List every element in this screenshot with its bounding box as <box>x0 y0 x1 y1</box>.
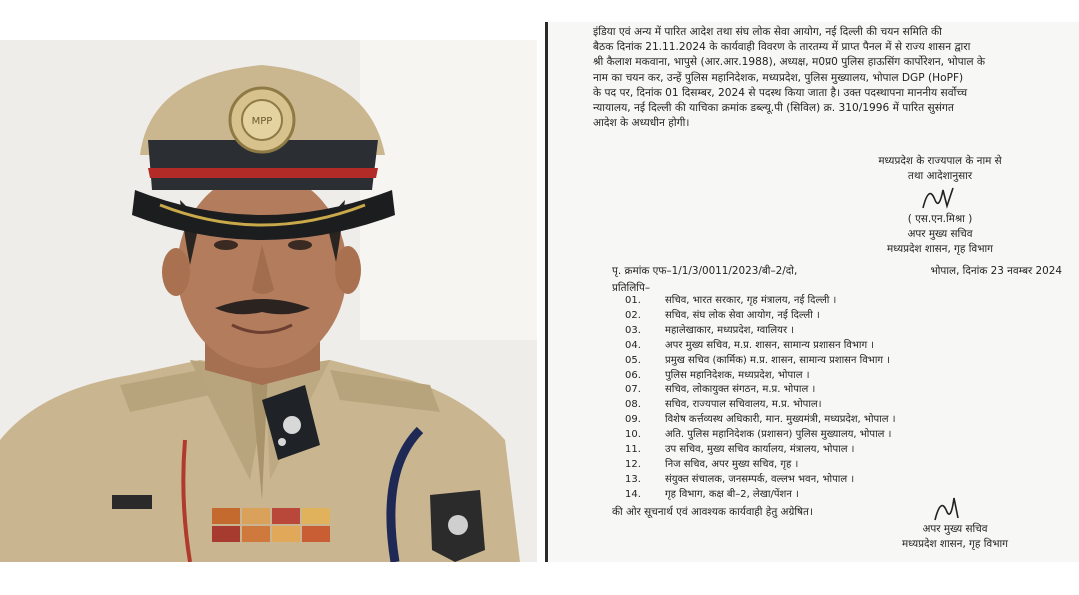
paragraph-line-2: बैठक दिनांक 21.11.2024 के कार्यवाही विवरण के तारतम्य में प्राप्त पैनल में से राज्य शासन द्वारा <box>593 41 971 54</box>
list-item-number: 14. <box>625 488 641 500</box>
list-item-text: सचिव, संघ लोक सेवा आयोग, नई दिल्ली । <box>665 309 820 321</box>
officer-photo <box>0 40 537 562</box>
list-item-number: 13. <box>625 473 641 485</box>
list-item <box>625 398 1065 413</box>
reference-number: पृ. क्रमांक एफ–1/1/3/0011/2023/बी–2/दो, <box>612 265 798 277</box>
list-item-text: विशेष कर्त्तव्यस्थ अधिकारी, मान. मुख्यमंत्री, मध्यप्रदेश, भोपाल । <box>665 414 896 426</box>
list-item-number: 07. <box>625 384 641 396</box>
list-item <box>625 458 1065 473</box>
list-item-text: अति. पुलिस महानिदेशक (प्रशासन) पुलिस मुख्यालय, भोपाल । <box>665 429 892 441</box>
list-item-text: सचिव, भारत सरकार, गृह मंत्रालय, नई दिल्ली । <box>665 295 837 306</box>
signatory-2-department: मध्यप्रदेश शासन, गृह विभाग <box>901 538 1009 550</box>
signature-mark-2 <box>927 490 967 524</box>
paragraph-line-1: इंडिया एवं अन्य में पारित आदेश तथा संघ लोक सेवा आयोग, नई दिल्ली की चयन समिति की <box>593 26 942 38</box>
list-item-number: 08. <box>625 399 641 411</box>
list-item-text: उप सचिव, मुख्य सचिव कार्यालय, मंत्रालय, भोपाल । <box>665 444 855 456</box>
list-item-text: निज सचिव, अपर मुख्य सचिव, गृह । <box>665 458 799 470</box>
list-item-number: 09. <box>625 414 641 426</box>
list-item-number: 06. <box>625 369 641 381</box>
list-item <box>625 383 1065 398</box>
signatory-2 <box>860 522 1050 552</box>
order-paragraph <box>593 22 1063 131</box>
list-item-text: संयुक्त संचालक, जनसम्पर्क, वल्लभ भवन, भोपाल । <box>665 473 855 485</box>
paragraph-line-7: आदेश के अध्यधीन होगी। <box>593 117 690 130</box>
list-item-text: सचिव, लोकायुक्त संगठन, म.प्र. भोपाल । <box>665 384 816 396</box>
signatory-1-department: मध्यप्रदेश शासन, गृह विभाग <box>886 243 994 255</box>
list-item-number: 04. <box>625 339 641 351</box>
list-item-number: 05. <box>625 354 641 366</box>
list-item <box>625 294 1065 309</box>
cap-badge-text: MPP <box>251 116 273 127</box>
signatory-1 <box>840 212 1040 257</box>
government-order-document <box>545 22 1079 562</box>
list-item-text: गृह विभाग, कक्ष बी–2, लेखा/पेंशन । <box>665 488 799 500</box>
paragraph-line-5: के पद पर, दिनांक 01 दिसम्बर, 2024 से पदस्थ किया जाता है। उक्त पदस्थापना माननीय सर्वोच्च <box>593 86 968 99</box>
paragraph-line-6: न्यायालय, नई दिल्ली की याचिका क्रमांक डब्ल्यू.पी (सिविल) क्र. 310/1996 में पारित सुसंगत <box>593 102 954 115</box>
list-item <box>625 473 1065 488</box>
list-item <box>625 309 1065 324</box>
list-item-text: प्रमुख सचिव (कार्मिक) म.प्र. शासन, सामान्य प्रशासन विभाग । <box>665 354 891 366</box>
paragraph-line-4: नाम का चयन कर, उन्हें पुलिस महानिदेशक, मध्यप्रदेश, पुलिस मुख्यालय, भोपाल DGP (HoPF) <box>593 71 964 84</box>
list-item-number: 11. <box>625 444 641 456</box>
bottom-margin <box>0 562 1079 595</box>
list-item <box>625 354 1065 369</box>
forward-note: की ओर सूचनार्थ एवं आवश्यक कार्यवाही हेतु अग्रेषित। <box>612 506 813 518</box>
officer-portrait-illustration <box>0 40 537 562</box>
list-item <box>625 339 1065 354</box>
signature-mark-1 <box>917 180 957 214</box>
list-item <box>625 428 1065 443</box>
list-item <box>625 369 1065 384</box>
list-item-number: 03. <box>625 324 641 336</box>
governor-order-line-2: तथा आदेशानुसार <box>907 170 973 182</box>
list-item-number: 01. <box>625 295 641 306</box>
signatory-1-designation: अपर मुख्य सचिव <box>907 228 973 240</box>
list-item <box>625 488 1065 503</box>
list-item-text: अपर मुख्य सचिव, म.प्र. शासन, सामान्य प्रशासन विभाग । <box>665 339 875 351</box>
signatory-1-name: ( एस.एन.मिश्रा ) <box>907 213 973 225</box>
list-item-text: पुलिस महानिदेशक, मध्यप्रदेश, भोपाल । <box>665 369 810 381</box>
list-item <box>625 413 1065 428</box>
copy-label: प्रतिलिपि– <box>612 282 651 294</box>
signatory-2-designation: अपर मुख्य सचिव <box>922 523 988 535</box>
list-item-number: 12. <box>625 458 641 470</box>
list-item-text: महालेखाकार, मध्यप्रदेश, ग्वालियर । <box>665 324 795 336</box>
copy-recipients-list <box>625 294 1065 503</box>
governor-order-line-1: मध्यप्रदेश के राज्यपाल के नाम से <box>878 155 1002 167</box>
paragraph-line-3: श्री कैलाश मकवाना, भापुसे (आर.आर.1988), अध्यक्ष, म0प्र0 पुलिस हाऊसिंग कार्पोरेशन, भोपाल के <box>593 56 986 69</box>
list-item <box>625 324 1065 339</box>
list-item <box>625 443 1065 458</box>
list-item-number: 10. <box>625 429 641 441</box>
reference-line <box>612 264 1062 278</box>
list-item-number: 02. <box>625 309 641 321</box>
panel-divider <box>537 40 545 562</box>
reference-place-date: भोपाल, दिनांक 23 नवम्बर 2024 <box>930 265 1062 277</box>
list-item-text: सचिव, राज्यपाल सचिवालय, म.प्र. भोपाल। <box>665 399 822 411</box>
